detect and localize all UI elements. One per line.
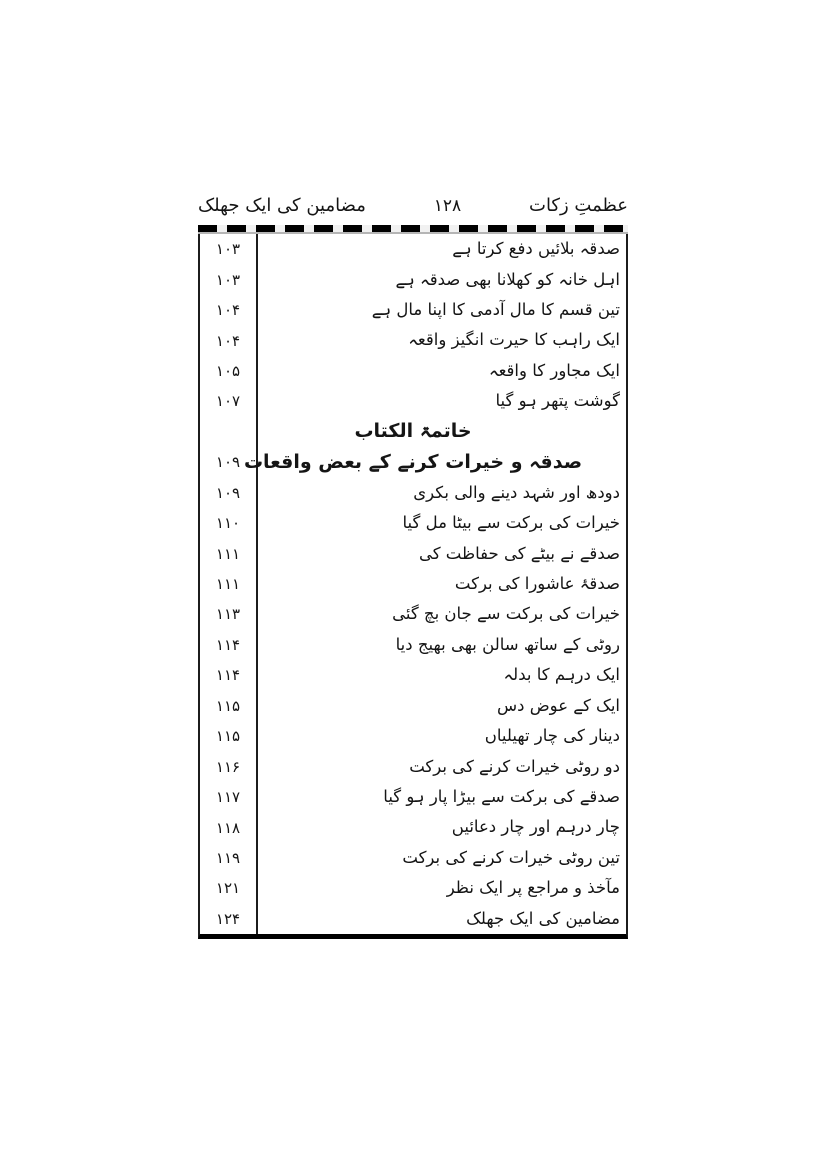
entry-title: اہل خانہ کو کھلانا بھی صدقہ ہے — [395, 269, 620, 289]
book-title: عظمتِ زکات — [529, 195, 628, 216]
toc-table — [198, 234, 628, 939]
entry-page-number: ۱۰۹ — [215, 453, 241, 472]
page-number: ۱۲۸ — [433, 196, 462, 216]
entry-title: ایک درہم کا بدلہ — [503, 665, 620, 685]
entry-page-number: ۱۰۷ — [215, 392, 241, 411]
toc-heading-row — [200, 417, 626, 447]
entry-title: گوشت پتھر ہو گیا — [495, 391, 620, 411]
page-number-cell — [200, 295, 258, 325]
entry-page-number: ۱۰۵ — [215, 361, 241, 380]
entry-title: دینار کی چار تھیلیاں — [484, 726, 620, 746]
page-number-cell — [200, 386, 258, 416]
toc-row — [200, 569, 626, 599]
entry-title-cell — [200, 417, 626, 447]
entry-title: روٹی کے ساتھ سالن بھی بھیج دیا — [395, 634, 620, 654]
entry-title: صدقہ بلائیں دفع کرتا ہے — [452, 239, 620, 259]
toc-row — [200, 691, 626, 721]
toc-row — [200, 295, 626, 325]
entry-title-cell — [258, 301, 626, 319]
toc-row — [200, 782, 626, 812]
entry-page-number: ۱۱۱ — [215, 544, 241, 563]
entry-title: خیرات کی برکت سے جان بچ گئی — [392, 604, 620, 624]
entry-title: ایک کے عوض دس — [496, 695, 620, 715]
toc-row — [200, 873, 626, 903]
entry-title-cell — [258, 788, 626, 806]
page-number-cell — [200, 508, 258, 538]
entry-title-cell — [258, 545, 626, 563]
toc-row — [200, 478, 626, 508]
entry-title-cell — [258, 605, 626, 623]
entry-title: صدقہ و خیرات کرنے کے بعض واقعات — [243, 450, 583, 473]
toc-row — [200, 234, 626, 264]
page-number-cell — [200, 812, 258, 842]
entry-page-number: ۱۱۱ — [215, 575, 241, 594]
page-number-cell — [200, 569, 258, 599]
toc-row — [200, 599, 626, 629]
page-number-cell — [200, 325, 258, 355]
toc-row — [200, 812, 626, 842]
entry-page-number: ۱۰۴ — [215, 331, 241, 350]
toc-row — [200, 264, 626, 294]
toc-row — [200, 386, 626, 416]
toc-row — [200, 904, 626, 934]
toc-row — [200, 508, 626, 538]
running-header — [198, 180, 628, 216]
entry-title: مآخذ و مراجع پر ایک نظر — [446, 878, 620, 898]
entry-title-cell — [258, 362, 626, 380]
toc-heading-row — [200, 447, 626, 477]
entry-title: صدقے کی برکت سے بیڑا پار ہو گیا — [383, 787, 620, 807]
chapter-title: مضامین کی ایک جھلک — [198, 195, 366, 216]
page-number-cell — [200, 630, 258, 660]
toc-row — [200, 538, 626, 568]
page-number-cell — [200, 782, 258, 812]
entry-title: چار درہم اور چار دعائیں — [451, 817, 620, 837]
entry-page-number: ۱۱۰ — [215, 514, 241, 533]
entry-title-cell — [258, 849, 626, 867]
entry-title: مضامین کی ایک جھلک — [466, 908, 620, 928]
page-number-cell — [200, 721, 258, 751]
page-number-cell — [200, 904, 258, 934]
entry-page-number: ۱۱۵ — [215, 727, 241, 746]
dashed-rule — [198, 225, 628, 234]
entry-page-number: ۱۱۶ — [215, 757, 241, 776]
entry-title-cell — [258, 271, 626, 289]
entry-page-number: ۱۱۹ — [215, 848, 241, 867]
entry-title: دودھ اور شہد دینے والی بکری — [413, 482, 620, 502]
entry-page-number: ۱۰۳ — [215, 240, 241, 259]
page-number-cell — [200, 478, 258, 508]
entry-title: صدقۂ عاشورا کی برکت — [454, 573, 620, 593]
entry-title-cell — [258, 727, 626, 745]
toc-row — [200, 843, 626, 873]
entry-title-cell — [258, 392, 626, 410]
entry-title: تین قسم کا مال آدمی کا اپنا مال ہے — [371, 300, 620, 320]
toc-row — [200, 630, 626, 660]
entry-title: خاتمۃ الکتاب — [354, 420, 472, 443]
entry-title-cell — [258, 697, 626, 715]
page-number-cell — [200, 538, 258, 568]
entry-title-cell — [258, 666, 626, 684]
entry-page-number: ۱۰۳ — [215, 270, 241, 289]
entry-page-number: ۱۱۴ — [215, 635, 241, 654]
toc-row — [200, 660, 626, 690]
entry-title: خیرات کی برکت سے بیٹا مل گیا — [402, 513, 620, 533]
entry-page-number: ۱۱۷ — [215, 788, 241, 807]
entry-title-cell — [258, 575, 626, 593]
page-number-cell — [200, 264, 258, 294]
entry-page-number: ۱۲۴ — [215, 909, 241, 928]
page-number-cell — [200, 234, 258, 264]
entry-page-number: ۱۱۴ — [215, 666, 241, 685]
page-number-cell — [200, 691, 258, 721]
entry-title: دو روٹی خیرات کرنے کی برکت — [409, 756, 620, 776]
entry-title-cell — [258, 514, 626, 532]
page-number-cell — [200, 873, 258, 903]
page-number-cell — [200, 843, 258, 873]
toc-row — [200, 721, 626, 751]
entry-title-cell — [200, 447, 626, 477]
toc-row — [200, 751, 626, 781]
toc-row — [200, 356, 626, 386]
entry-title: تین روٹی خیرات کرنے کی برکت — [402, 847, 620, 867]
entry-title-cell — [258, 484, 626, 502]
entry-title: ایک مجاور کا واقعہ — [488, 360, 620, 380]
entry-title-cell — [258, 331, 626, 349]
entry-title-cell — [258, 240, 626, 258]
entry-title-cell — [258, 879, 626, 897]
page-number-cell — [200, 599, 258, 629]
entry-title-cell — [258, 758, 626, 776]
entry-page-number: ۱۲۱ — [215, 879, 241, 898]
entry-title-cell — [258, 636, 626, 654]
page-number-cell — [200, 356, 258, 386]
entry-page-number: ۱۱۵ — [215, 696, 241, 715]
entry-title: ایک راہب کا حیرت انگیز واقعہ — [408, 330, 620, 350]
page-content — [198, 0, 628, 939]
entry-page-number: ۱۰۴ — [215, 301, 241, 320]
entry-title-cell — [258, 818, 626, 836]
entry-page-number: ۱۱۸ — [215, 818, 241, 837]
entry-page-number: ۱۰۹ — [215, 483, 241, 502]
entry-page-number: ۱۱۳ — [215, 605, 241, 624]
toc-row — [200, 325, 626, 355]
page-number-cell — [200, 751, 258, 781]
entry-title: صدقے نے بیٹے کی حفاظت کی — [418, 543, 620, 563]
page-number-cell — [200, 660, 258, 690]
entry-title-cell — [258, 910, 626, 928]
